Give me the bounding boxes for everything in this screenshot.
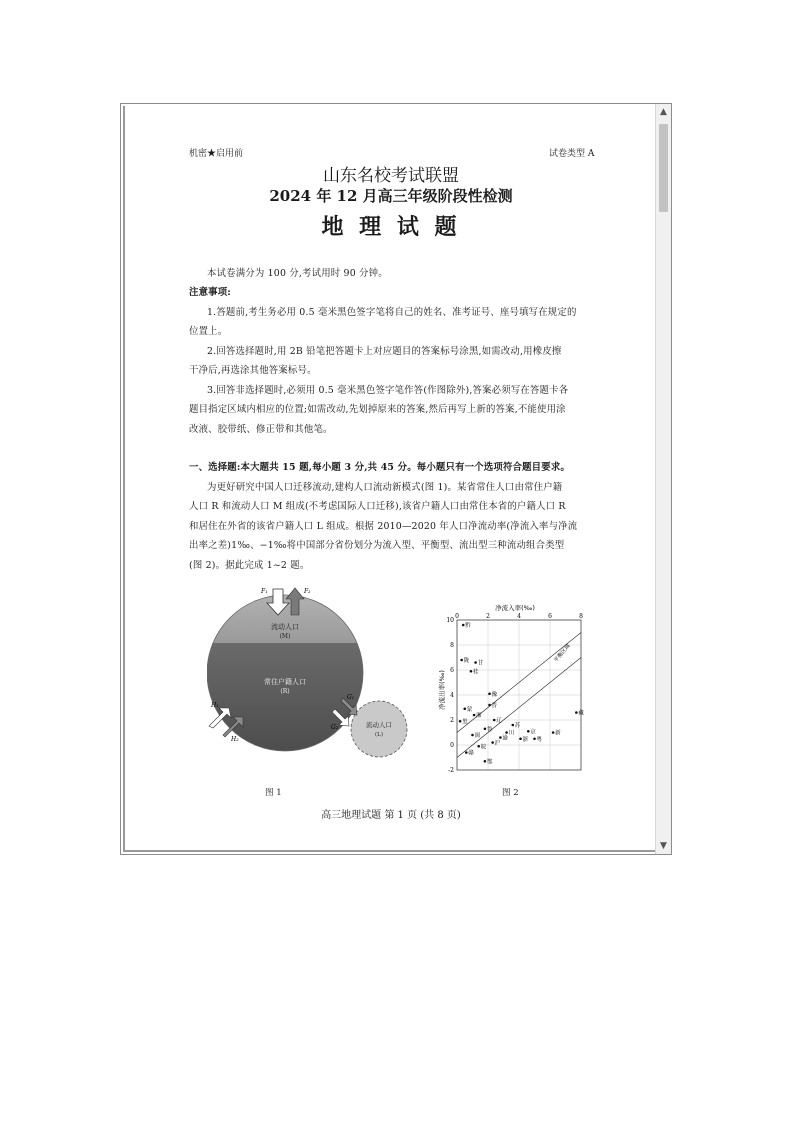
center-label: 常住户籍人口 [264, 678, 306, 686]
data-point [462, 624, 465, 627]
y-tick-label: 4 [450, 692, 454, 699]
x-tick-label: 0 [455, 613, 459, 620]
figure-2 [435, 602, 595, 782]
document-page [123, 106, 655, 852]
data-point [470, 670, 473, 673]
data-point [465, 751, 468, 754]
scroll-down-icon[interactable]: ▼ [660, 841, 667, 851]
small-circle-label: 流动人口 [366, 721, 392, 729]
data-point [459, 720, 462, 723]
g1-label: G₁ [347, 694, 355, 701]
f1-label: F₁ [261, 588, 268, 595]
data-point-label: 粤 [536, 736, 543, 743]
data-point-label: 辽 [496, 718, 502, 724]
data-point-label: 川 [508, 730, 515, 737]
data-point [484, 727, 487, 730]
y-tick-label: 6 [450, 667, 454, 674]
f2-label: F₂ [304, 588, 311, 595]
data-point-label: 鲁 [486, 726, 493, 733]
figure-2-chart [435, 602, 595, 782]
data-point-label: 鄂 [486, 759, 493, 766]
note-line: 位置上。 [189, 326, 228, 337]
data-point-label: 苏 [514, 723, 521, 729]
data-point [512, 724, 515, 727]
passage-line: 出率之差)1‰、−1‰将中国部分省份划分为流入型、平衡型、流出型三种流动组合类型 [189, 540, 565, 551]
x-tick-label: 6 [548, 613, 552, 620]
data-point [552, 731, 555, 734]
data-point [460, 659, 463, 662]
center-symbol: (R) [280, 688, 290, 695]
confidential-label: 机密★启用前 [189, 149, 244, 159]
passage-line: 人口 R 和流动人口 M 组成(不考虑国际人口迁移),该省户籍人口由常住本省的户籍人口 R [189, 501, 566, 512]
data-point-label: 蒙 [466, 706, 473, 713]
data-point [519, 737, 522, 740]
passage-line: (图 2)。据此完成 1~2 题。 [189, 560, 310, 571]
data-point-label: 黑 [462, 719, 468, 726]
y-axis-label: 净流出率(‰) [438, 670, 446, 710]
data-point-label: 陇 [463, 658, 470, 664]
data-point-label: 桂 [472, 669, 479, 676]
figure-1-diagram [207, 581, 417, 781]
top-circle-label: 流动人口 [271, 623, 299, 631]
data-point [491, 741, 494, 744]
x-tick-label: 4 [517, 613, 521, 620]
data-point [471, 734, 474, 737]
data-point-label: 赣 [468, 750, 474, 757]
y-tick-label: -2 [448, 767, 454, 774]
g2-label: G₂ [331, 724, 339, 731]
data-point [488, 692, 491, 695]
page-footer: 高三地理试题 第 1 页 (共 8 页) [321, 810, 461, 821]
figure-1 [207, 581, 417, 781]
exam-title: 2024 年 12 月高三年级阶段性检测 [269, 187, 513, 205]
x-axis-label: 净流入率(‰) [495, 604, 535, 612]
x-tick-label: 8 [579, 613, 583, 620]
data-point [575, 711, 578, 714]
data-point-label: 闽 [474, 733, 481, 739]
data-point [488, 704, 491, 707]
small-circle-symbol: (L) [375, 732, 383, 738]
score-time-text: 本试卷满分为 100 分,考试用时 90 分钟。 [207, 268, 388, 279]
data-point [527, 730, 530, 733]
y-tick-label: 10 [446, 617, 454, 624]
data-point [505, 731, 508, 734]
data-point-label: 湘 [476, 713, 482, 719]
subject-title: 地 理 试 题 [321, 214, 461, 240]
data-point-label: 晋 [491, 703, 498, 709]
vertical-scrollbar[interactable] [655, 104, 671, 854]
data-point [499, 736, 502, 739]
data-point [484, 760, 487, 763]
top-circle-symbol: (M) [279, 633, 291, 640]
document-viewer [120, 103, 672, 855]
data-point-label: 甘 [477, 660, 484, 667]
note-line: 2.回答选择题时,用 2B 铅笔把答题卡上对应题目的答案标号涂黑,如需改动,用橡皮擦 [207, 346, 562, 357]
data-point-label: 豫 [491, 691, 498, 698]
figure-1-caption: 图 1 [265, 788, 282, 798]
figure-2-caption: 图 2 [502, 788, 519, 798]
paper-type-label: 试卷类型 A [549, 149, 595, 159]
note-line: 改液、胶带纸、修正带和其他笔。 [189, 424, 333, 435]
y-tick-label: 8 [450, 642, 454, 649]
h2-label: H₂ [231, 736, 239, 743]
note-line: 3.回答非选择题时,必须用 0.5 毫米黑色签字笔作答(作图除外),答案必须写在答题卡各 [207, 385, 569, 396]
balance-band-label: 平衡区域 [553, 643, 572, 664]
data-point [474, 661, 477, 664]
data-point-label: 黔 [465, 623, 471, 629]
data-point-label: 京 [530, 729, 536, 736]
data-point [463, 707, 466, 710]
note-line: 1.答题前,考生务必用 0.5 毫米黑色签字笔将自己的姓名、准考证号、座号填写在规定的 [207, 307, 577, 318]
data-point [493, 719, 496, 722]
scroll-thumb[interactable] [659, 124, 668, 212]
note-line: 题目指定区域内相应的位置;如需改动,先划掉原来的答案,然后再写上新的答案,不能使用涂 [189, 404, 566, 415]
passage-line: 为更好研究中国人口迁移流动,建构人口流动新模式(图 1)。某省常住人口由常住户籍 [207, 482, 563, 493]
y-tick-label: 2 [450, 717, 454, 724]
data-point-label: 藏 [578, 710, 584, 717]
h1-label: H₁ [211, 702, 219, 709]
data-point [473, 714, 476, 717]
data-point [533, 737, 536, 740]
data-point-label: 渝 [502, 735, 508, 742]
org-title: 山东名校考试联盟 [323, 166, 459, 186]
note-line: 干净后,再选涂其他答案标号。 [189, 365, 317, 376]
y-tick-label: 0 [450, 742, 454, 749]
section-heading: 一、选择题:本大题共 15 题,每小题 3 分,共 45 分。每小题只有一个选项符合题目要求。 [189, 462, 570, 473]
scroll-up-icon[interactable]: ▲ [660, 107, 667, 117]
x-tick-label: 2 [486, 613, 490, 620]
data-point-label: 皖 [480, 744, 487, 751]
passage-line: 和居住在外省的该省户籍人口 L 组成。根据 2010—2020 年人口净流动率(净流入率与净流 [189, 521, 578, 532]
data-point-label: 新 [555, 730, 561, 737]
data-point-label: 浙 [522, 736, 529, 743]
notice-title: 注意事项: [189, 287, 231, 298]
data-point [477, 745, 480, 748]
data-point-label: 沪 [494, 740, 501, 747]
